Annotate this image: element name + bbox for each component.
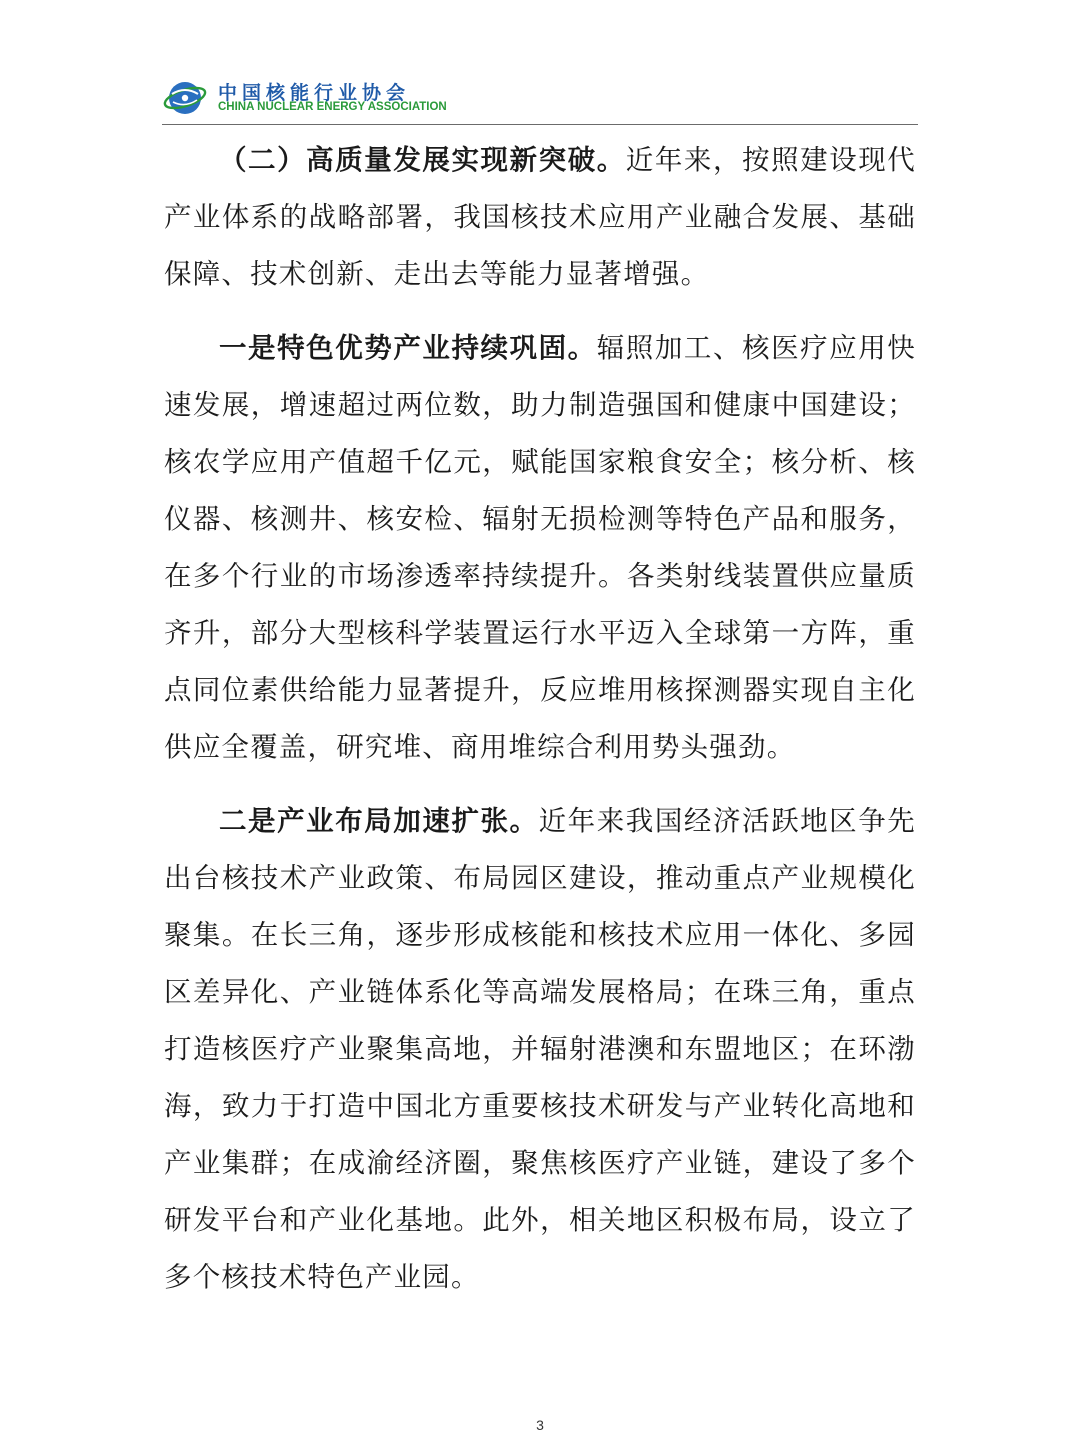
paragraph-text: 辐照加工、核医疗应用快速发展，增速超过两位数，助力制造强国和健康中国建设；核农学应用产值超千亿元，赋能国家粮食安全；核分析、核仪器、核测井、核安检、辐射无损检测等特色产品和服务，在多个行业的市场渗透率持续提升。各类射线装置供应量质齐升，部分大型核科学装置运行水平迈入全球第一方阵，重点同位素供给能力显著提升，反应堆用核探测器实现自主化供应全覆盖，研究堆、商用堆综合利用势头强劲。 bbox=[164, 332, 916, 763]
page-number: 3 bbox=[536, 1417, 544, 1433]
paragraph bbox=[164, 793, 916, 1306]
header-divider bbox=[162, 124, 918, 125]
paragraph bbox=[164, 320, 916, 776]
org-name-en: CHINA NUCLEAR ENERGY ASSOCIATION bbox=[218, 101, 447, 113]
document-header bbox=[162, 74, 918, 122]
atom-globe-logo-icon bbox=[162, 78, 208, 118]
paragraph-heading: 二是产业布局加速扩张。 bbox=[219, 805, 539, 837]
paragraph-heading: 一是特色优势产业持续巩固。 bbox=[219, 332, 597, 364]
org-name-cn: 中国核能行业协会 bbox=[218, 82, 411, 104]
paragraph bbox=[164, 132, 916, 303]
document-body bbox=[164, 132, 916, 1306]
paragraph-heading: （二）高质量发展实现新突破。 bbox=[219, 144, 626, 176]
paragraph-text: 近年来我国经济活跃地区争先出台核技术产业政策、布局园区建设，推动重点产业规模化聚集。在长三角，逐步形成核能和核技术应用一体化、多园区差异化、产业链体系化等高端发展格局；在珠三角，重点打造核医疗产业聚集高地，并辐射港澳和东盟地区；在环渤海，致力于打造中国北方重要核技术研发与产业转化高地和产业集群；在成渝经济圈，聚焦核医疗产业链，建设了多个研发平台和产业化基地。此外，相关地区积极布局，设立了多个核技术特色产业园。 bbox=[164, 805, 916, 1293]
paragraph-text: 近年来，按照建设现代产业体系的战略部署，我国核技术应用产业融合发展、基础保障、技术创新、走出去等能力显著增强。 bbox=[164, 144, 916, 290]
